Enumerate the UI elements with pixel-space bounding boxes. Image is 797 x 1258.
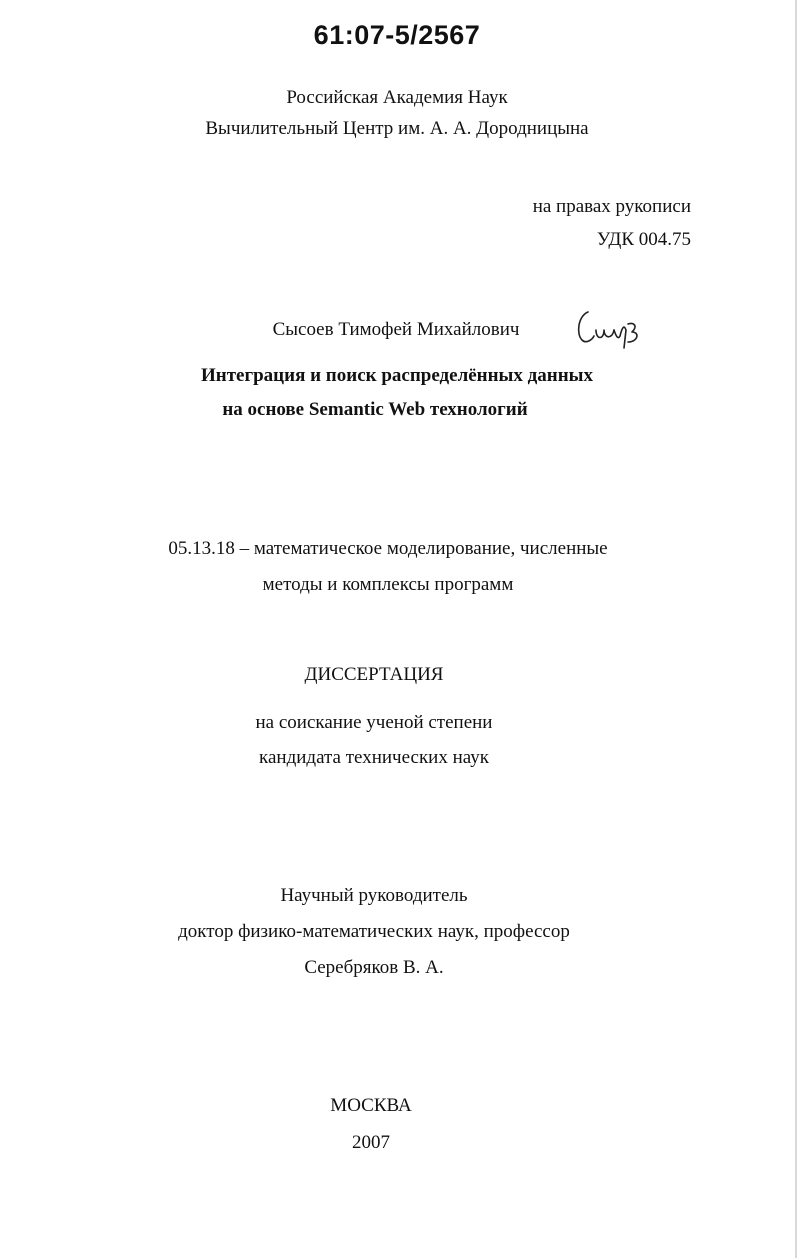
manuscript-rights-label: на правах рукописи (532, 196, 691, 217)
author-name: Сысоев Тимофей Михайлович (272, 319, 520, 340)
specialty-line-2: методы и комплексы программ (262, 574, 514, 595)
dissertation-title-line-2: на основе Semantic Web технологий (222, 399, 528, 420)
archive-stamp-code: 61:07-5/2567 (313, 20, 481, 50)
year: 2007 (352, 1132, 390, 1153)
degree-line-1: на соискание ученой степени (255, 712, 493, 733)
specialty-line-1: 05.13.18 – математическое моделирование, численные (168, 538, 608, 559)
institution-line-1: Российская Академия Наук (286, 87, 508, 108)
author-signature (574, 306, 644, 352)
supervisor-label: Научный руководитель (280, 885, 468, 906)
dissertation-title-line-1: Интеграция и поиск распределённых данных (201, 365, 593, 386)
degree-line-2: кандидата технических наук (259, 747, 489, 768)
udc-code: УДК 004.75 (596, 229, 691, 250)
city: МОСКВА (330, 1095, 412, 1116)
supervisor-credentials: доктор физико-математических наук, профессор (178, 921, 570, 942)
supervisor-name: Серебряков В. А. (304, 957, 444, 978)
document-type: ДИССЕРТАЦИЯ (304, 664, 444, 685)
institution-line-2: Вычилительный Центр им. А. А. Дородницына (205, 118, 589, 139)
